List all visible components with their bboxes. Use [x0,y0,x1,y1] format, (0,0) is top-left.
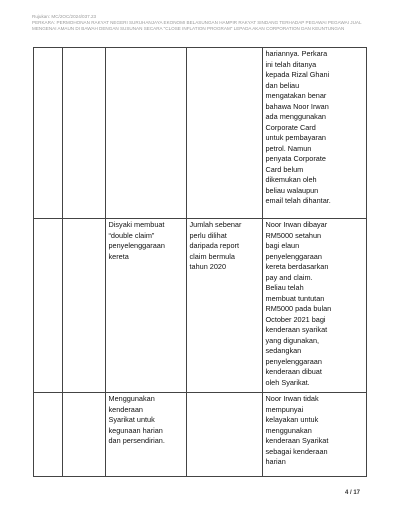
table-cell-name [63,219,106,393]
table-row [34,48,367,219]
table-row [34,393,367,477]
table-cell-remarks: hariannya. Perkara ini telah ditanya kepada Rizal Ghani dan beliau mengatakan benar bahawa Noor Irwan ada menggunakan Corporate Card untuk pembayaran petrol. Namun penyata Corporate Card belum dikemukan oleh beliau walaupun email telah dihantar. [263,48,367,219]
findings-table [33,47,367,477]
table-cell-remarks: Noor Irwan tidak mempunyai kelayakan untuk menggunakan kenderaan Syarikat sebagai kenderaan harian [263,393,367,477]
table-cell-issue [106,48,187,219]
page-header [32,14,372,33]
table-row [34,219,367,393]
subject-line: PERKARA: PERMOHONAN RAKYAT NEGERI SURUHANJAYA EKONOMI BELASUNGAN HAMPIR RAKYAT SINDANG TERHADAP PEGAWAI PEGAWAI JUAL MENGENAI AMAUN DI BAWAH DENGAN SUSUNAN SECARA "CLOSE INFLATION PROGRAM" LEPADA AKAN CORPORATION DAN KEUNTUNGAN [32,20,362,32]
table-cell-no [34,393,63,477]
table-cell-no [34,48,63,219]
table-cell-no [34,219,63,393]
reference-number: Rujukan: MC/2OC/2024/037.23 [32,14,97,19]
table-cell-amount: Jumlah sebenar perlu dilihat daripada report claim bermula tahun 2020 [187,219,263,393]
table-cell-name [63,393,106,477]
table-cell-remarks: Noor Irwan dibayar RM5000 setahun bagi elaun penyelenggaraan kereta berdasarkan pay and claim. Beliau telah membuat tuntutan RM5000 pada bulan October 2021 bagi kenderaan syarikat yang digunakan, sedangkan penyelenggaraan kenderaan dibuat oleh Syarikat. [263,219,367,393]
table-cell-amount [187,393,263,477]
table-cell-issue: Disyaki membuat “double claim” penyelenggaraan kereta [106,219,187,393]
table-cell-name [63,48,106,219]
page-number: 4 / 17 [344,490,360,496]
table-cell-amount [187,48,263,219]
table-cell-issue: Menggunakan kenderaan Syarikat untuk kegunaan harian dan persendirian. [106,393,187,477]
